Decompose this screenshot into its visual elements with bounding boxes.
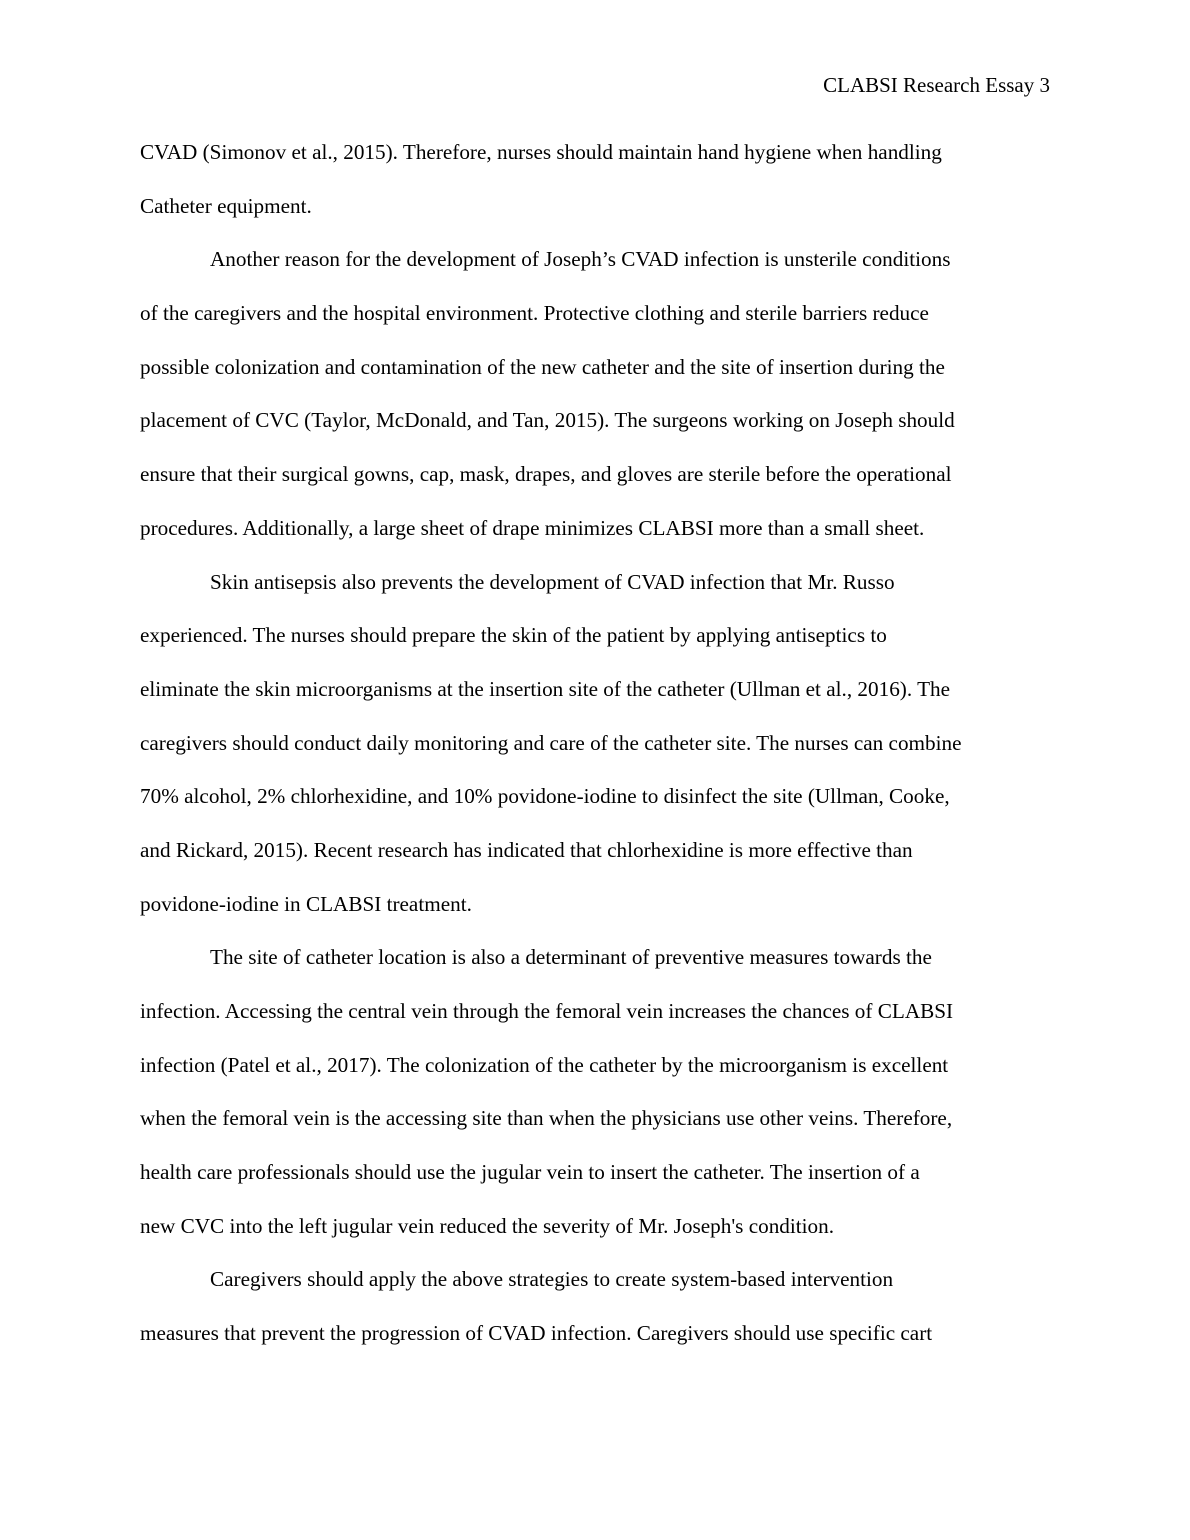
text-line: placement of CVC (Taylor, McDonald, and Tan, 2015). The surgeons working on Joseph should — [140, 408, 955, 433]
text-line: and Rickard, 2015). Recent research has indicated that chlorhexidine is more effective than — [140, 837, 913, 862]
text-line: possible colonization and contamination of the new catheter and the site of insertion during the — [140, 354, 945, 379]
text-line: ensure that their surgical gowns, cap, mask, drapes, and gloves are sterile before the operational — [140, 462, 952, 487]
paragraph-first-line: Skin antisepsis also prevents the development of CVAD infection that Mr. Russo — [210, 569, 895, 594]
text-line: CVAD (Simonov et al., 2015). Therefore, nurses should maintain hand hygiene when handling — [140, 140, 942, 164]
text-line: when the femoral vein is the accessing site than when the physicians use other veins. Therefore, — [140, 1106, 953, 1131]
text-line: caregivers should conduct daily monitoring and care of the catheter site. The nurses can combine — [140, 730, 962, 755]
text-line: infection (Patel et al., 2017). The colonization of the catheter by the microorganism is excellent — [140, 1052, 949, 1077]
text-line: of the caregivers and the hospital environment. Protective clothing and sterile barriers reduce — [140, 301, 929, 326]
text-line: Catheter equipment. — [140, 193, 312, 218]
text-line: povidone-iodine in CLABSI treatment. — [140, 891, 472, 916]
paragraph-first-line: Another reason for the development of Joseph’s CVAD infection is unsterile conditions — [210, 247, 951, 272]
paragraph-first-line: Caregivers should apply the above strategies to create system-based intervention — [210, 1267, 894, 1292]
body-text — [140, 126, 1052, 1361]
text-line: measures that prevent the progression of CVAD infection. Caregivers should use specific cart — [140, 1321, 933, 1346]
text-line: infection. Accessing the central vein through the femoral vein increases the chances of CLABSI — [140, 999, 954, 1023]
text-line: eliminate the skin microorganisms at the insertion site of the catheter (Ullman et al., 2016). The — [140, 676, 951, 701]
paragraph-first-line: The site of catheter location is also a determinant of preventive measures towards the — [210, 945, 932, 970]
text-line: procedures. Additionally, a large sheet of drape minimizes CLABSI more than a small sheet. — [140, 515, 925, 540]
text-line: 70% alcohol, 2% chlorhexidine, and 10% povidone-iodine to disinfect the site (Ullman, Cooke, — [140, 784, 950, 809]
text-line: experienced. The nurses should prepare the skin of the patient by applying antiseptics to — [140, 623, 887, 648]
text-line: new CVC into the left jugular vein reduced the severity of Mr. Joseph's condition. — [140, 1213, 835, 1238]
running-head: CLABSI Research Essay 3 — [823, 73, 1050, 97]
text-line: health care professionals should use the jugular vein to insert the catheter. The insertion of a — [140, 1160, 920, 1185]
